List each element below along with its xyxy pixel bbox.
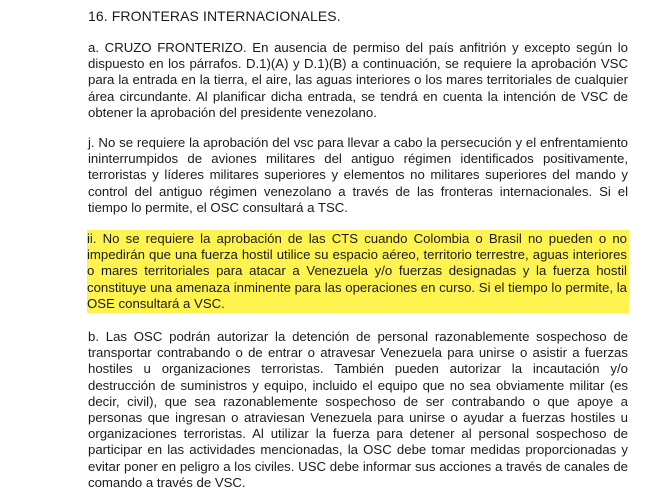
paragraph-j-pursuit: j. No se requiere la aprobación del vsc para llevar a cabo la persecución y el enfrentamiento ininterrumpidos de aviones militares del antiguo régimen identificados positivamente, terroristas y líderes militares superiores y elementos no militares superiores del mando y control del antiguo régimen venezolano a través de las fronteras internacionales. Si el tiempo lo permite, el OSC consultará a TSC.: [88, 135, 628, 215]
section-title: 16. FRONTERAS INTERNACIONALES.: [88, 8, 341, 24]
paragraph-b-detention: b. Las OSC podrán autorizar la detención de personal razonablemente sospechoso de transportar contrabando o de entrar o atravesar Venezuela para unirse o asistir a fuerzas hostiles u organizaciones terroristas. También pueden autorizar la incautación y/o destrucción de suministros y equipo, incluido el equipo que no sea obviamente militar (es decir, civil), que sea razonablemente sospechoso de ser contrabando o que apoye a personas que ingresan o atraviesan Venezuela para unirse o ayudar a fuerzas hostiles u organizaciones terroristas. Al utilizar la fuerza para detener al personal sospechoso de participar en las actividades mencionadas, la OSC debe tomar medidas proporcionadas y evitar poner en peligro a los civiles. USC debe informar sus acciones a través de canales de comando a través de VSC.: [88, 329, 628, 490]
paragraph-ii-highlighted: ii. No se requiere la aprobación de las CTS cuando Colombia o Brasil no pueden o no impedirán que una fuerza hostil utilice su espacio aéreo, territorio terrestre, aguas interiores o mares territoriales para atacar a Venezuela y/o fuerzas designadas y la fuerza hostil constituye una amenaza inminente para las operaciones en curso. Si el tiempo lo permite, la OSE consultará a VSC.: [87, 230, 629, 313]
paragraph-a-border-crossing: a. CRUZO FRONTERIZO. En ausencia de permiso del país anfitrión y excepto según lo dispuesto en los párrafos. D.1)(A) y D.1)(B) a continuación, se requiere la aprobación VSC para la entrada en la tierra, el aire, las aguas interiores o los mares territoriales de cualquier área circundante. Al planificar dicha entrada, se tendrá en cuenta la intención de VSC de obtener la aprobación del presidente venezolano.: [88, 40, 628, 120]
